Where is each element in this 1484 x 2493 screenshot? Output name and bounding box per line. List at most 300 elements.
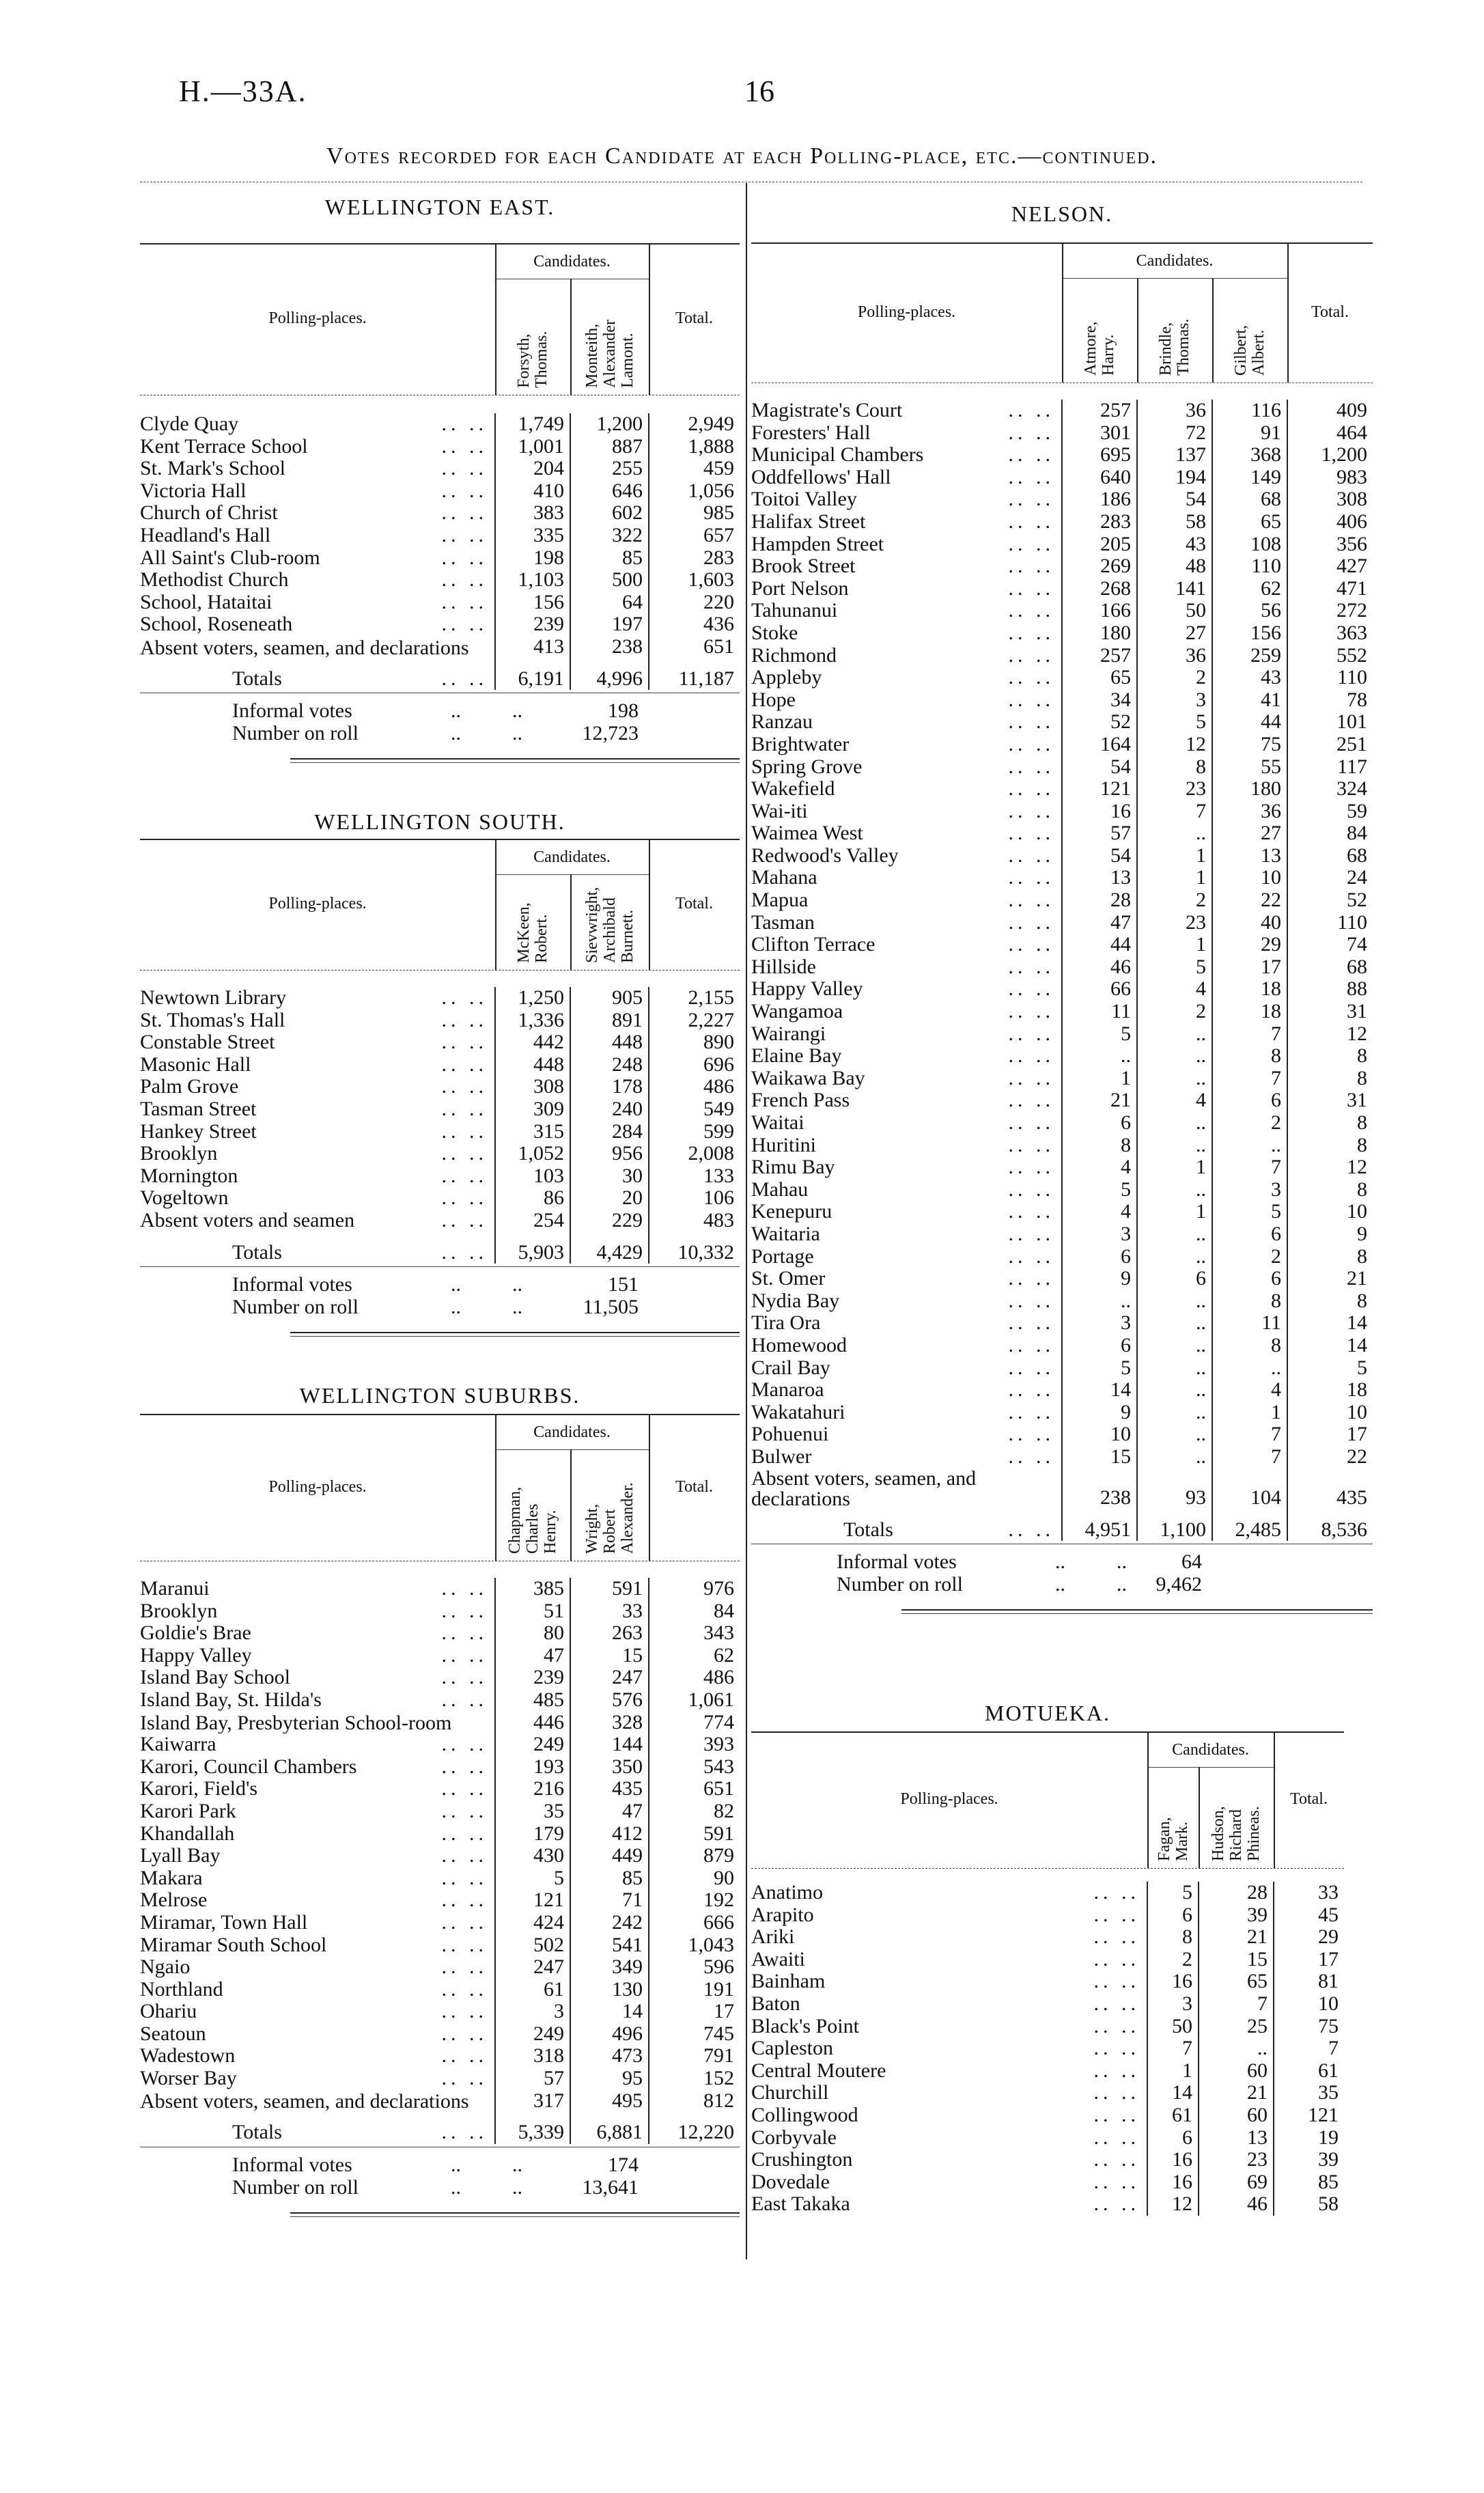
candidate-votes: 495 bbox=[570, 2090, 649, 2113]
table-row bbox=[751, 1201, 1373, 1223]
candidate-votes: 7 bbox=[1212, 1423, 1287, 1446]
totals-label-text: Totals bbox=[232, 1240, 282, 1264]
candidate-votes: 27 bbox=[1212, 822, 1287, 845]
leader-dots: .. .. bbox=[441, 1978, 488, 2001]
candidate-name-header: Monteith, Alexander Lamont. bbox=[583, 320, 636, 388]
polling-place-label: Clifton Terrace bbox=[751, 934, 876, 956]
candidate-votes: 4 bbox=[1062, 1156, 1137, 1179]
candidate-votes: 62 bbox=[1212, 578, 1287, 600]
candidate-votes: 448 bbox=[495, 1054, 570, 1076]
polling-place-label: Ngaio bbox=[140, 1956, 191, 1979]
table-row bbox=[140, 591, 740, 614]
leader-dots: .. .. bbox=[1093, 1882, 1140, 1904]
polling-place-name bbox=[751, 667, 1062, 689]
leader-dots: .. .. bbox=[441, 1755, 488, 1778]
candidate-votes: .. bbox=[1137, 1179, 1212, 1201]
candidate-votes: 25 bbox=[1199, 2016, 1274, 2038]
polling-place-label: St. Omer bbox=[751, 1268, 826, 1290]
polling-place-label: Mahana bbox=[751, 867, 817, 889]
candidate-votes: 602 bbox=[570, 502, 649, 525]
table-row bbox=[751, 1970, 1344, 1993]
candidate-total: 5,339 bbox=[495, 2112, 570, 2144]
leader-dots: .. .. bbox=[441, 1076, 488, 1098]
candidate-votes: 197 bbox=[570, 613, 649, 636]
polling-place-name bbox=[140, 2023, 495, 2046]
table-row bbox=[140, 2090, 740, 2113]
wellington-east-title: WELLINGTON EAST. bbox=[324, 195, 555, 219]
leader-dots: .. .. bbox=[1055, 1573, 1127, 1596]
candidate-votes: 85 bbox=[570, 1867, 649, 1890]
row-total: 2,008 bbox=[649, 1143, 740, 1165]
leader-dots: .. .. bbox=[441, 1053, 488, 1076]
leader-dots: .. .. bbox=[1008, 867, 1054, 889]
motueka-title: MOTUEKA. bbox=[985, 1701, 1110, 1725]
candidate-votes: .. bbox=[1137, 1246, 1212, 1268]
candidate-votes: 149 bbox=[1212, 466, 1287, 489]
polling-place-label: Awaiti bbox=[751, 1948, 805, 1970]
candidate-votes: 137 bbox=[1137, 444, 1212, 466]
row-total: 84 bbox=[1287, 822, 1373, 845]
leader-dots: .. .. bbox=[441, 1031, 488, 1054]
polling-place-name bbox=[140, 525, 495, 547]
candidate-votes: 6 bbox=[1137, 1268, 1212, 1290]
candidate-votes: 1 bbox=[1137, 867, 1212, 889]
candidate-votes: 23 bbox=[1199, 2149, 1274, 2171]
table-row bbox=[140, 1979, 740, 2001]
table-row bbox=[751, 1156, 1373, 1179]
polling-place-label: Wadestown bbox=[140, 2045, 236, 2067]
polling-place-name bbox=[140, 1667, 495, 1689]
polling-place-label: Corbyvale bbox=[751, 2126, 837, 2149]
row-total: 666 bbox=[649, 1912, 740, 1934]
candidate-votes: 3 bbox=[1062, 1223, 1137, 1246]
candidate-votes: 247 bbox=[570, 1667, 649, 1689]
candidates-header-rule bbox=[1147, 1767, 1274, 1768]
candidate-votes: 80 bbox=[495, 1622, 570, 1645]
candidate-total: 4,996 bbox=[570, 658, 649, 691]
leader-dots: .. .. bbox=[1008, 755, 1054, 778]
table-row bbox=[140, 1645, 740, 1667]
table-row bbox=[751, 1468, 1373, 1509]
table-row bbox=[140, 1756, 740, 1779]
polling-place-name bbox=[751, 1379, 1062, 1402]
candidate-votes: 108 bbox=[1212, 533, 1287, 556]
candidate-votes: 1 bbox=[1137, 1201, 1212, 1223]
table-row bbox=[140, 2045, 740, 2067]
row-total: 8 bbox=[1287, 1290, 1373, 1313]
polling-place-label: Appleby bbox=[751, 667, 822, 689]
header-column-rule bbox=[1212, 278, 1214, 382]
leader-dots: .. .. bbox=[1008, 1245, 1054, 1268]
leader-dots: .. .. bbox=[1008, 1423, 1054, 1446]
candidate-votes: 91 bbox=[1212, 422, 1287, 445]
header-column-rule bbox=[570, 279, 572, 395]
totals-row bbox=[140, 1232, 740, 1264]
totals-label-text: Totals bbox=[232, 2121, 282, 2144]
wellington-east-table bbox=[140, 413, 740, 690]
candidate-votes: 383 bbox=[495, 502, 570, 525]
leader-dots: .. .. bbox=[441, 2022, 488, 2045]
candidate-votes: 887 bbox=[570, 436, 649, 458]
row-total: 17 bbox=[1287, 1423, 1373, 1446]
polling-place-name bbox=[751, 1949, 1147, 1971]
candidate-votes: 9 bbox=[1062, 1402, 1137, 1424]
row-total: 8 bbox=[1287, 1246, 1373, 1268]
motueka-header bbox=[751, 1731, 1344, 1868]
table-row bbox=[140, 1121, 740, 1143]
polling-places-header: Polling-places. bbox=[857, 303, 956, 321]
leader-dots: .. .. bbox=[1008, 510, 1054, 533]
candidate-votes: 283 bbox=[1062, 511, 1137, 533]
polling-place-label: Churchill bbox=[751, 2082, 829, 2104]
candidate-votes: 410 bbox=[495, 480, 570, 503]
polling-place-name bbox=[140, 1778, 495, 1800]
polling-place-name bbox=[140, 987, 495, 1009]
candidate-votes: 8 bbox=[1212, 1290, 1287, 1313]
polling-place-label: Island Bay, Presbyterian School-room bbox=[140, 1712, 452, 1734]
leader-dots: .. .. bbox=[1008, 1518, 1054, 1541]
row-total: 58 bbox=[1274, 2193, 1344, 2216]
polling-place-name bbox=[751, 822, 1062, 845]
leader-dots: .. .. bbox=[1008, 1001, 1054, 1023]
table-row bbox=[140, 569, 740, 591]
candidate-votes: 6 bbox=[1147, 1904, 1199, 1927]
informal-votes-value: 174 bbox=[608, 2153, 639, 2176]
polling-place-label: Portage bbox=[751, 1245, 814, 1268]
informal-votes-label: Informal votes bbox=[837, 1550, 957, 1574]
leader-dots: .. .. bbox=[1008, 444, 1054, 466]
row-total: 62 bbox=[649, 1645, 740, 1667]
wellington-south-table bbox=[140, 987, 740, 1264]
candidate-votes: 449 bbox=[570, 1845, 649, 1867]
leader-dots: .. .. bbox=[441, 1120, 488, 1143]
row-total: 599 bbox=[649, 1121, 740, 1143]
candidate-votes: 55 bbox=[1212, 756, 1287, 779]
polling-place-label: Hope bbox=[751, 688, 796, 711]
table-row bbox=[751, 400, 1373, 422]
candidate-votes: 4 bbox=[1137, 1089, 1212, 1112]
leader-dots: .. .. bbox=[441, 1143, 488, 1165]
row-total: 1,061 bbox=[649, 1689, 740, 1712]
candidate-votes: 500 bbox=[570, 569, 649, 591]
informal-votes-value: 198 bbox=[608, 699, 639, 723]
candidate-name-header: Atmore, Harry. bbox=[1082, 321, 1117, 376]
polling-place-label: Brooklyn bbox=[140, 1600, 218, 1622]
polling-place-label: Masonic Hall bbox=[140, 1053, 251, 1076]
candidate-votes: .. bbox=[1199, 2037, 1274, 2060]
total-header: Total. bbox=[1311, 303, 1349, 321]
candidate-votes: 95 bbox=[570, 2067, 649, 2090]
candidate-votes: 446 bbox=[495, 1712, 570, 1734]
candidate-votes: .. bbox=[1137, 1402, 1212, 1424]
polling-place-name bbox=[140, 1165, 495, 1188]
candidate-votes: 269 bbox=[1062, 555, 1137, 578]
polling-place-name bbox=[751, 1001, 1062, 1023]
candidate-votes: 249 bbox=[495, 1733, 570, 1756]
polling-place-label: School, Roseneath bbox=[140, 613, 293, 636]
candidate-votes: 248 bbox=[570, 1054, 649, 1076]
candidate-votes: 216 bbox=[495, 1778, 570, 1800]
candidate-votes: 179 bbox=[495, 1823, 570, 1846]
leader-dots: .. .. bbox=[441, 2045, 488, 2067]
polling-place-name bbox=[751, 800, 1062, 823]
polling-place-name bbox=[751, 711, 1062, 734]
table-row bbox=[751, 1949, 1344, 1971]
candidate-votes: 1,001 bbox=[495, 436, 570, 458]
polling-place-name bbox=[751, 1223, 1062, 1246]
row-total: 101 bbox=[1287, 711, 1373, 734]
candidate-votes: 301 bbox=[1062, 422, 1137, 445]
candidate-votes: 71 bbox=[570, 1889, 649, 1912]
polling-place-label: Arapito bbox=[751, 1904, 814, 1926]
table-row bbox=[140, 525, 740, 547]
polling-place-label: Oddfellows' Hall bbox=[751, 466, 891, 488]
table-row bbox=[140, 1823, 740, 1846]
table-row bbox=[751, 1179, 1373, 1201]
table-row bbox=[751, 533, 1373, 556]
leader-dots: .. .. bbox=[1008, 1445, 1054, 1468]
leader-dots: .. .. bbox=[1008, 1156, 1054, 1179]
table-row bbox=[751, 1423, 1373, 1446]
row-total: 192 bbox=[649, 1889, 740, 1912]
polling-place-label: Wakatahuri bbox=[751, 1401, 845, 1423]
candidate-votes: 1 bbox=[1212, 1402, 1287, 1424]
leader-dots: .. .. bbox=[441, 1822, 488, 1845]
leader-dots: .. .. bbox=[1093, 1948, 1140, 1970]
polling-place-name bbox=[751, 1268, 1062, 1290]
candidate-votes: 4 bbox=[1137, 978, 1212, 1001]
candidate-votes: 5 bbox=[495, 1867, 570, 1890]
polling-place-label: Melrose bbox=[140, 1889, 208, 1912]
row-total: 409 bbox=[1287, 400, 1373, 422]
candidate-votes: 255 bbox=[570, 458, 649, 480]
candidate-votes: 166 bbox=[1062, 600, 1137, 622]
candidate-votes: 16 bbox=[1147, 1970, 1199, 1993]
candidate-name-header: Brindle, Thomas. bbox=[1157, 318, 1192, 376]
candidate-votes: 12 bbox=[1137, 734, 1212, 756]
polling-place-name bbox=[751, 1335, 1062, 1357]
candidate-votes: 72 bbox=[1137, 422, 1212, 445]
polling-place-name bbox=[140, 1031, 495, 1054]
nelson-header bbox=[751, 242, 1373, 382]
candidate-votes: 61 bbox=[1147, 2104, 1199, 2127]
polling-place-label: Makara bbox=[140, 1867, 203, 1889]
candidate-votes: 424 bbox=[495, 1912, 570, 1934]
row-total: 90 bbox=[649, 1867, 740, 1890]
polling-place-label: Municipal Chambers bbox=[751, 444, 924, 466]
candidate-votes: 65 bbox=[1212, 511, 1287, 533]
candidate-votes: 3 bbox=[495, 2001, 570, 2023]
leader-dots: .. .. bbox=[441, 1889, 488, 1912]
candidate-votes: 5 bbox=[1137, 956, 1212, 979]
table-row bbox=[140, 1165, 740, 1188]
candidate-votes: 54 bbox=[1062, 756, 1137, 779]
row-total: 8 bbox=[1287, 1045, 1373, 1068]
polling-place-name bbox=[140, 1956, 495, 1979]
informal-votes-label: Informal votes bbox=[232, 2153, 352, 2176]
candidate-votes: 242 bbox=[570, 1912, 649, 1934]
polling-place-name bbox=[751, 1357, 1062, 1380]
motueka-header-rule bbox=[751, 1868, 1344, 1869]
candidate-votes: 640 bbox=[1062, 466, 1137, 489]
polling-place-label: Capleston bbox=[751, 2037, 833, 2060]
polling-place-name bbox=[751, 2149, 1147, 2171]
candidate-votes: 315 bbox=[495, 1121, 570, 1143]
row-total: 774 bbox=[649, 1712, 740, 1734]
candidate-votes: .. bbox=[1137, 1312, 1212, 1335]
candidate-votes: 5 bbox=[1137, 711, 1212, 734]
candidate-votes: 28 bbox=[1199, 1882, 1274, 1904]
polling-place-label: Clyde Quay bbox=[140, 413, 239, 435]
candidate-votes: 6 bbox=[1212, 1089, 1287, 1112]
leader-dots: .. .. bbox=[1008, 533, 1054, 555]
polling-place-name bbox=[140, 1800, 495, 1823]
candidate-votes: 442 bbox=[495, 1031, 570, 1054]
leader-dots: .. .. bbox=[1008, 889, 1054, 912]
table-row bbox=[751, 2127, 1344, 2149]
candidate-votes: 11 bbox=[1062, 1001, 1137, 1023]
row-total: 272 bbox=[1287, 600, 1373, 622]
polling-place-label: Dovedale bbox=[751, 2171, 830, 2193]
candidate-votes: 85 bbox=[570, 547, 649, 570]
table-row bbox=[140, 1712, 740, 1734]
nelson-end-rule-2 bbox=[901, 1613, 1373, 1614]
row-total: 363 bbox=[1287, 622, 1373, 645]
wellington-suburbs-end-rule bbox=[290, 2212, 740, 2214]
polling-places-header: Polling-places. bbox=[900, 1790, 998, 1808]
polling-place-name bbox=[751, 1068, 1062, 1090]
candidate-votes: 1 bbox=[1062, 1068, 1137, 1090]
polling-place-name bbox=[140, 1867, 495, 1890]
candidate-votes: 1 bbox=[1137, 1156, 1212, 1179]
polling-place-label: Ohariu bbox=[140, 2001, 197, 2023]
row-total: 12 bbox=[1287, 1023, 1373, 1046]
candidate-votes: 385 bbox=[495, 1578, 570, 1600]
row-total: 52 bbox=[1287, 889, 1373, 912]
totals-label-text: Totals bbox=[232, 667, 282, 690]
table-row bbox=[751, 444, 1373, 466]
row-total: 2,227 bbox=[649, 1009, 740, 1032]
row-total: 21 bbox=[1287, 1268, 1373, 1290]
polling-place-name bbox=[140, 547, 495, 570]
polling-place-label: Stoke bbox=[751, 622, 798, 644]
leader-dots: .. .. bbox=[441, 1867, 488, 1889]
polling-place-name bbox=[751, 1446, 1062, 1468]
candidate-name-header: McKeen, Robert. bbox=[515, 902, 550, 963]
polling-place-label: Collingwood bbox=[751, 2104, 858, 2126]
leader-dots: .. .. bbox=[441, 1578, 488, 1600]
table-row bbox=[751, 1926, 1344, 1949]
polling-place-name bbox=[140, 1912, 495, 1934]
polling-place-label: Richmond bbox=[751, 644, 837, 667]
polling-place-label: Seatoun bbox=[140, 2022, 206, 2045]
table-row bbox=[751, 511, 1373, 533]
table-row bbox=[751, 1223, 1373, 1246]
polling-place-label: Redwood's Valley bbox=[751, 844, 899, 867]
row-total: 983 bbox=[1287, 466, 1373, 489]
table-row bbox=[751, 1446, 1373, 1468]
candidate-votes: 6 bbox=[1212, 1223, 1287, 1246]
polling-place-name bbox=[751, 1423, 1062, 1446]
row-total: 343 bbox=[649, 1622, 740, 1645]
row-total: 543 bbox=[649, 1756, 740, 1779]
wellington-south-header-rule bbox=[140, 970, 740, 971]
leader-dots: .. .. bbox=[441, 458, 488, 480]
polling-places-header: Polling-places. bbox=[268, 895, 367, 913]
leader-dots: .. .. bbox=[441, 1934, 488, 1956]
candidate-votes: 496 bbox=[570, 2023, 649, 2046]
polling-place-label: Anatimo bbox=[751, 1882, 823, 1904]
table-row bbox=[751, 756, 1373, 779]
table-row bbox=[751, 600, 1373, 622]
leader-dots: .. .. bbox=[441, 1688, 488, 1711]
leader-dots: .. .. bbox=[441, 1733, 488, 1756]
leader-dots: .. .. bbox=[441, 524, 488, 546]
candidate-votes: 5 bbox=[1062, 1357, 1137, 1380]
table-row bbox=[140, 1009, 740, 1032]
leader-dots: .. .. bbox=[441, 1911, 488, 1934]
table-row bbox=[751, 622, 1373, 645]
candidate-votes: 50 bbox=[1137, 600, 1212, 622]
polling-places-header: Polling-places. bbox=[268, 1477, 367, 1496]
table-row bbox=[751, 1023, 1373, 1046]
candidate-votes: 35 bbox=[495, 1800, 570, 1823]
leader-dots: .. .. bbox=[441, 546, 488, 569]
polling-place-label: Wakefield bbox=[751, 778, 835, 800]
candidate-votes: .. bbox=[1137, 1290, 1212, 1313]
row-total: 14 bbox=[1287, 1335, 1373, 1357]
polling-place-label: Wai-iti bbox=[751, 800, 808, 822]
polling-place-name bbox=[751, 734, 1062, 756]
table-row bbox=[751, 956, 1373, 979]
header-column-rule bbox=[495, 1414, 496, 1561]
leader-dots: .. .. bbox=[1008, 488, 1054, 511]
total-header: Total. bbox=[675, 895, 713, 913]
candidate-votes: 541 bbox=[570, 1934, 649, 1957]
candidate-votes: .. bbox=[1137, 1223, 1212, 1246]
leader-dots: .. .. bbox=[1093, 2037, 1140, 2060]
row-total: 651 bbox=[649, 636, 740, 658]
polling-place-label: Island Bay School bbox=[140, 1667, 290, 1689]
candidate-votes: 263 bbox=[570, 1622, 649, 1645]
candidate-name-header: Sievwright, Archibald Burnett. bbox=[583, 887, 636, 963]
polling-place-label: Worser Bay bbox=[140, 2067, 237, 2090]
candidate-votes: 44 bbox=[1212, 711, 1287, 734]
candidate-votes: 7 bbox=[1212, 1156, 1287, 1179]
candidate-votes: .. bbox=[1137, 1068, 1212, 1090]
number-on-roll-label: Number on roll bbox=[232, 1296, 359, 1319]
candidate-votes: 10 bbox=[1212, 867, 1287, 889]
polling-place-label: Happy Valley bbox=[140, 1644, 252, 1667]
row-total: 890 bbox=[649, 1031, 740, 1054]
candidate-votes: 6 bbox=[1062, 1335, 1137, 1357]
table-row bbox=[751, 2104, 1344, 2127]
page-number: 16 bbox=[744, 74, 774, 108]
table-row bbox=[751, 734, 1373, 756]
row-total: 283 bbox=[649, 547, 740, 570]
polling-place-name bbox=[751, 1134, 1062, 1157]
polling-place-label: Newtown Library bbox=[140, 987, 287, 1009]
candidate-votes: 7 bbox=[1212, 1023, 1287, 1046]
table-row bbox=[140, 1600, 740, 1623]
polling-place-name bbox=[140, 458, 495, 480]
candidate-votes: 2 bbox=[1147, 1949, 1199, 1971]
row-total: 121 bbox=[1274, 2104, 1344, 2127]
candidate-votes: 156 bbox=[1212, 622, 1287, 645]
totals-label bbox=[140, 658, 495, 691]
leader-dots: .. .. bbox=[441, 1622, 488, 1645]
header-column-rule bbox=[1199, 1767, 1200, 1868]
